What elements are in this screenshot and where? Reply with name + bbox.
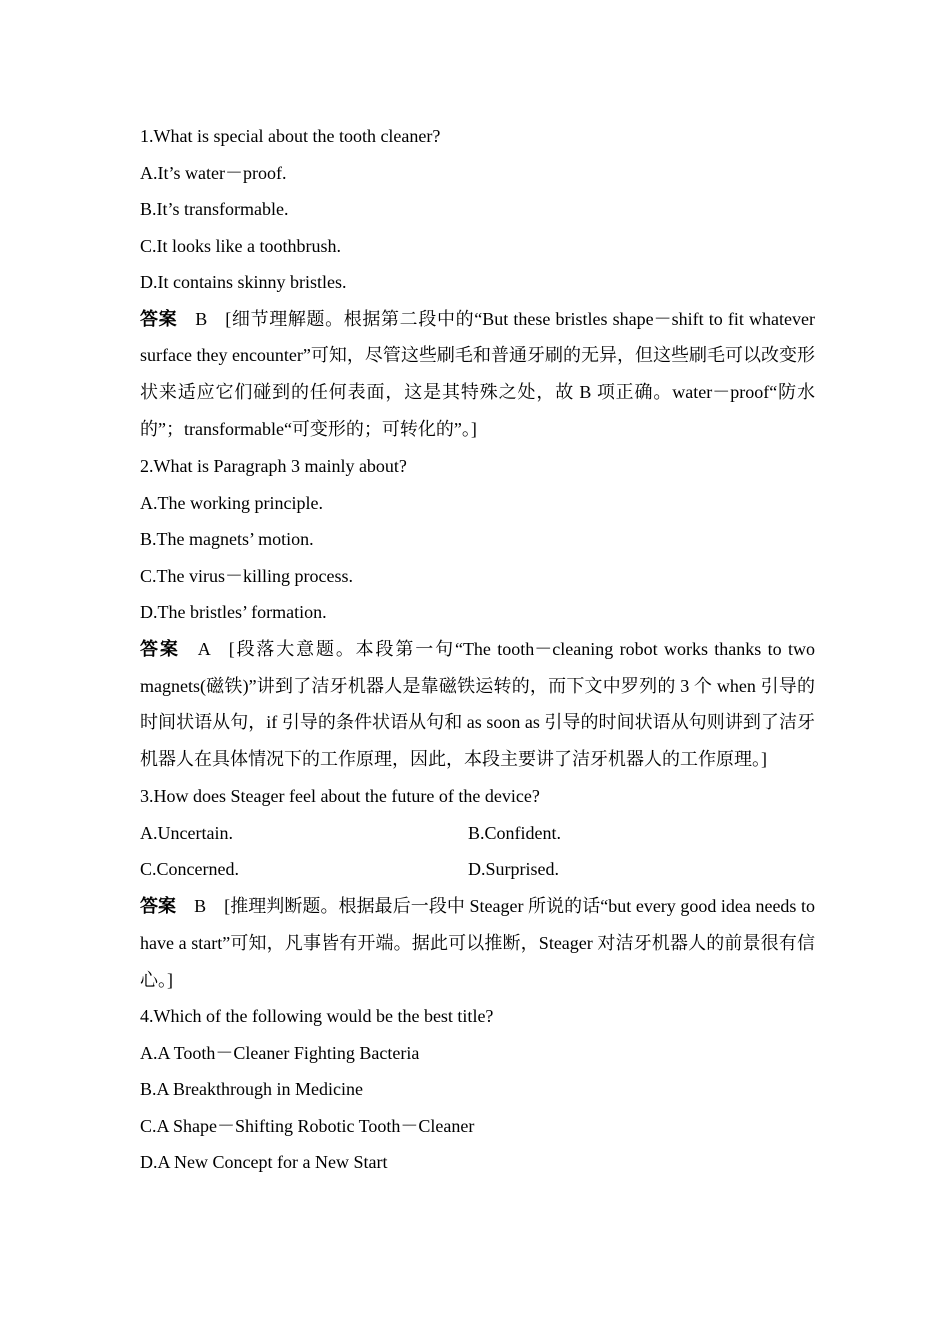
question-3-option-c: C.Concerned. — [140, 859, 239, 880]
question-2-option-a: A.The working principle. — [140, 492, 323, 513]
question-1-option-c: C.It looks like a toothbrush. — [140, 235, 341, 256]
answer-label: 答案 — [140, 308, 178, 329]
question-4-option-d: D.A New Concept for a New Start — [140, 1152, 388, 1173]
question-3-options-row-2 — [140, 851, 815, 888]
question-3-options-row-1 — [140, 815, 815, 852]
question-4-option-c: C.A Shape－Shifting Robotic Tooth－Cleaner — [140, 1115, 475, 1136]
question-4-stem: 4.Which of the following would be the best title? — [140, 1006, 494, 1027]
question-3-option-a: A.Uncertain. — [140, 822, 233, 843]
question-3-option-d: D.Surprised. — [468, 859, 559, 880]
question-3-option-b: B.Confident. — [468, 822, 561, 843]
question-2-option-d: D.The bristles’ formation. — [140, 602, 327, 623]
answer-letter: B — [194, 895, 207, 916]
question-3-answer — [140, 888, 815, 999]
answer-explanation: [细节理解题。根据第二段中的“But these bristles shape－shift to fit whatever surface they encounter”可知，尽管这些刷毛和普通牙刷的无异，但这些刷毛可以改变形状来适应它们碰到的任何表面，这是其特殊之处，故 B 项正确。water－proof“防水的”；transformable“可变形的；可转化的”。] — [140, 308, 815, 440]
question-2-stem: 2.What is Paragraph 3 mainly about? — [140, 456, 407, 477]
question-1-answer — [140, 301, 815, 449]
answer-explanation: [段落大意题。本段第一句“The tooth－cleaning robot works thanks to two magnets(磁铁)”讲到了洁牙机器人是靠磁铁运转的，而下文中罗列的 3 个 when 引导的时间状语从句，if 引导的条件状语从句和 as soon as 引导的时间状语从句则讲到了洁牙机器人在具体情况下的工作原理，因此，本段主要讲了洁牙机器人的工作原理。] — [140, 638, 816, 770]
answer-label: 答案 — [140, 638, 180, 659]
document-page — [140, 118, 815, 1181]
question-1-stem: 1.What is special about the tooth cleaner? — [140, 126, 441, 146]
question-1-option-a: A.It’s water－proof. — [140, 162, 287, 183]
question-4-option-a: A.A Tooth－Cleaner Fighting Bacteria — [140, 1042, 420, 1063]
answer-letter: B — [195, 308, 208, 329]
answer-label: 答案 — [140, 895, 177, 916]
question-4-option-b: B.A Breakthrough in Medicine — [140, 1079, 363, 1100]
question-1-option-d: D.It contains skinny bristles. — [140, 272, 347, 292]
question-2-answer — [140, 631, 815, 779]
question-2-option-c: C.The virus－killing process. — [140, 565, 353, 586]
answer-letter: A — [197, 638, 211, 659]
answer-explanation: [推理判断题。根据最后一段中 Steager 所说的话“but every good idea needs to have a start”可知，凡事皆有开端。据此可以推断，Steager 对洁牙机器人的前景很有信心。] — [140, 895, 815, 990]
question-3-stem: 3.How does Steager feel about the future of the device? — [140, 786, 540, 807]
question-1-option-b: B.It’s transformable. — [140, 199, 289, 219]
question-2-option-b: B.The magnets’ motion. — [140, 529, 314, 550]
